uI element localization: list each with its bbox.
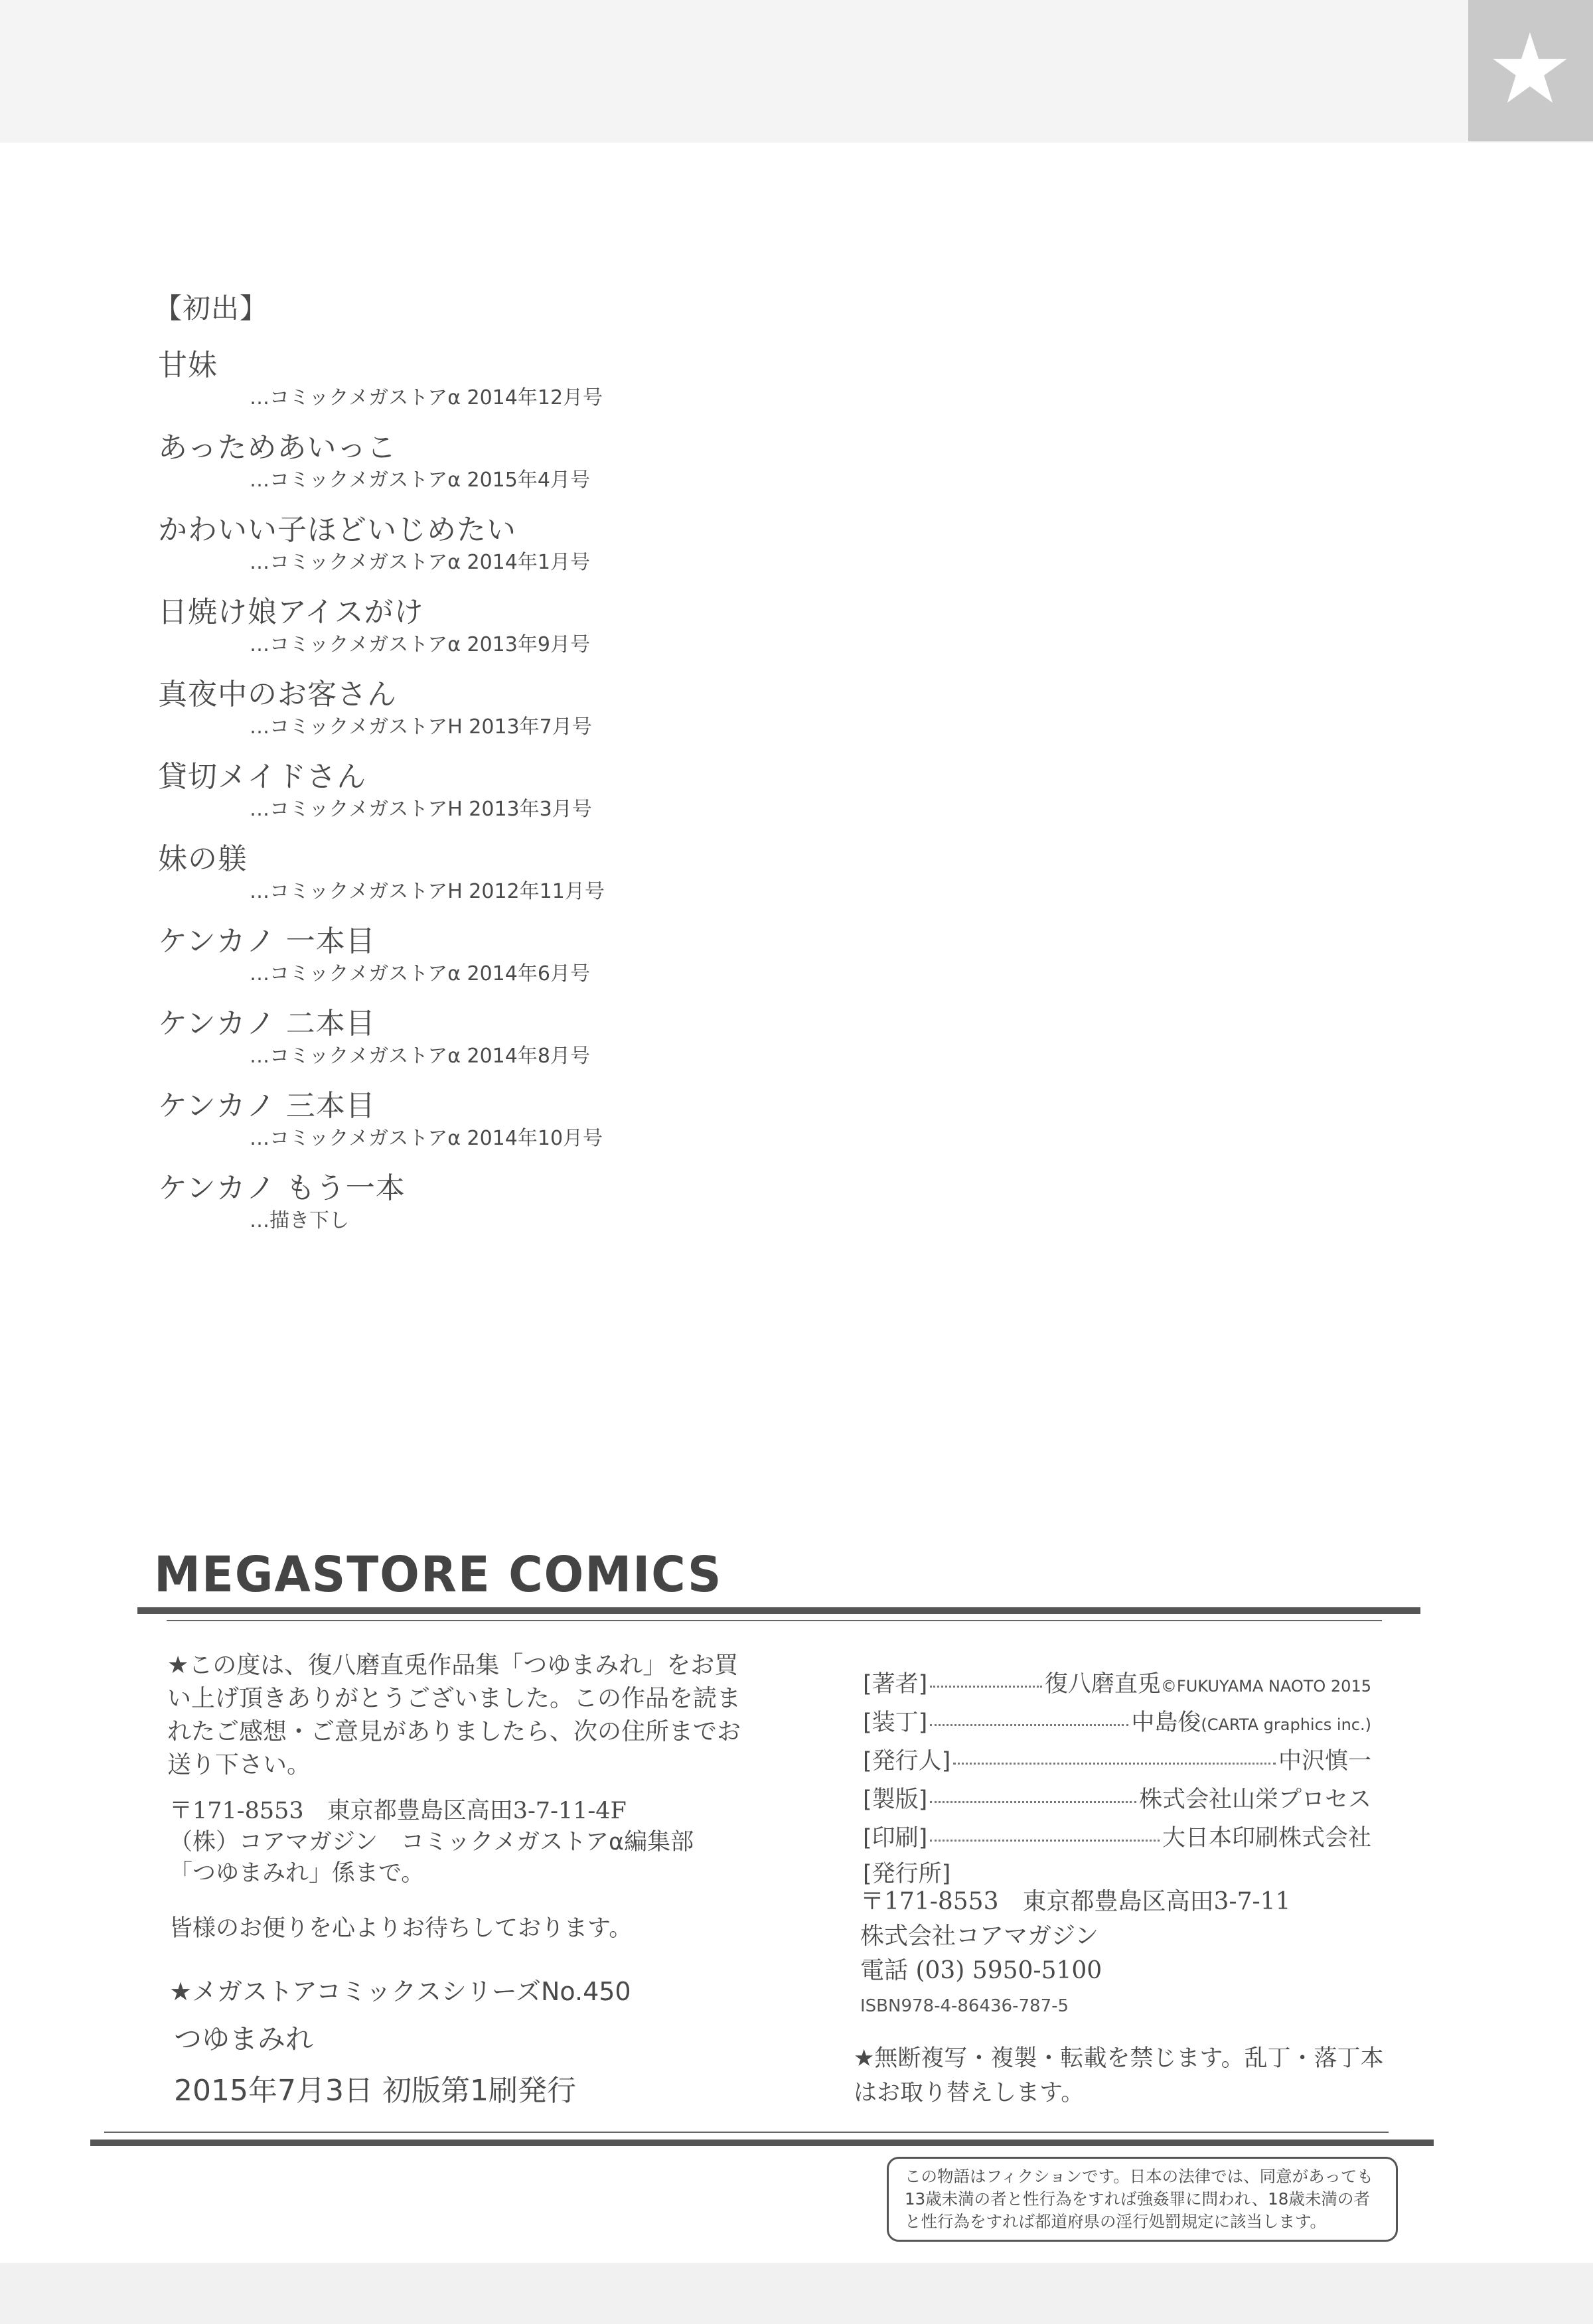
publisher-company: 株式会社コアマガジン — [860, 1923, 1099, 1950]
credit-label: [発行人] — [863, 1748, 951, 1775]
credit-note: (CARTA graphics inc.) — [1201, 1715, 1371, 1734]
credit-value: 株式会社山栄プロセス — [1138, 1786, 1371, 1813]
credit-author — [863, 1666, 1371, 1699]
credit-value: 中島俊 — [1131, 1709, 1201, 1736]
fiction-disclaimer-box — [887, 2157, 1398, 2242]
story-source: …描き下し — [250, 1209, 349, 1232]
thanks-message: ★この度は、復八磨直兎作品集「つゆまみれ」をお買い上げ頂きありがとうございました。この作品を読まれたご感想・ご意見がありましたら、次の住所までお送り下さい。 — [167, 1652, 741, 1779]
address-line: （株）コアマガジン コミックメガストアα編集部 — [169, 1829, 694, 1855]
story-title: 甘妹 — [158, 348, 218, 382]
disclaimer-line: と性行為をすれば都道府県の淫行処罰規定に該当します。 — [905, 2212, 1327, 2231]
address-line: 〒171-8553 東京都豊島区高田3-7-11-4F — [169, 1798, 627, 1824]
first-appearances-heading: 【初出】 — [154, 292, 269, 325]
story-title: ケンカノ もう一本 — [158, 1171, 406, 1205]
feedback-address — [169, 1796, 694, 1889]
divider-thin — [104, 2132, 1389, 2133]
story-source: …コミックメガストアH 2012年11月号 — [250, 880, 605, 903]
megastore-comics-logo: MEGASTORE COMICS — [154, 1546, 723, 1603]
credit-value: 中沢慎一 — [1278, 1748, 1371, 1775]
story-title: ケンカノ 三本目 — [158, 1089, 376, 1123]
leader-dots — [930, 1686, 1042, 1688]
header-band — [0, 0, 1593, 143]
publisher-phone: 電話 (03) 5950-5100 — [860, 1957, 1102, 1984]
divider-thin — [167, 1620, 1382, 1621]
corner-badge — [1468, 0, 1593, 141]
publisher-info — [860, 1885, 1290, 1988]
story-source: …コミックメガストアα 2015年4月号 — [250, 469, 590, 492]
credit-label: [装丁] — [863, 1709, 928, 1736]
story-title: 妹の躾 — [158, 842, 248, 876]
credit-printing — [863, 1820, 1371, 1853]
story-title: 貸切メイドさん — [158, 760, 367, 794]
story-title: あっためあいっこ — [158, 431, 397, 465]
disclaimer-line: 13歳未満の者と性行為をすれば強姦罪に問われ、18歳未満の者 — [905, 2189, 1370, 2209]
credit-design — [863, 1704, 1371, 1737]
publication-date: 2015年7月3日 初版第1刷発行 — [174, 2074, 576, 2108]
divider-thick — [90, 2140, 1434, 2146]
story-title: かわいい子ほどいじめたい — [158, 513, 516, 547]
story-title: 真夜中のお客さん — [158, 678, 397, 711]
leader-dots — [953, 1763, 1276, 1765]
series-number: ★メガストアコミックスシリーズNo.450 — [169, 1977, 631, 2006]
credit-publisher-person — [863, 1743, 1371, 1776]
story-source: …コミックメガストアα 2014年1月号 — [250, 551, 590, 574]
leader-dots — [930, 1840, 1160, 1842]
story-source: …コミックメガストアα 2014年6月号 — [250, 962, 590, 985]
story-title: 日焼け娘アイスがけ — [158, 595, 424, 629]
credit-platemaking — [863, 1781, 1371, 1814]
copyright-notice: ★無断複写・複製・転載を禁じます。乱丁・落丁本はお取り替えします。 — [854, 2045, 1384, 2106]
story-source: …コミックメガストアα 2014年12月号 — [250, 386, 603, 409]
story-source: …コミックメガストアα 2014年8月号 — [250, 1045, 590, 1068]
leader-dots — [930, 1801, 1136, 1803]
divider-thick — [137, 1607, 1420, 1614]
story-title: ケンカノ 一本目 — [158, 924, 376, 958]
credit-label: [印刷] — [863, 1825, 928, 1852]
story-source: …コミックメガストアH 2013年3月号 — [250, 798, 592, 821]
leader-dots — [930, 1724, 1128, 1726]
address-line: 「つゆまみれ」係まで。 — [169, 1860, 425, 1887]
story-source: …コミックメガストアH 2013年7月号 — [250, 715, 592, 739]
await-message: 皆様のお便りを心よりお待ちしております。 — [169, 1915, 633, 1942]
publisher-address: 〒171-8553 東京都豊島区高田3-7-11 — [860, 1888, 1291, 1915]
story-title: ケンカノ 二本目 — [158, 1007, 376, 1041]
disclaimer-line: この物語はフィクションです。日本の法律では、同意があっても — [905, 2167, 1373, 2186]
isbn: ISBN978-4-86436-787-5 — [860, 1996, 1069, 2016]
story-source: …コミックメガストアα 2013年9月号 — [250, 633, 590, 656]
credit-value: 復八磨直兎 — [1044, 1671, 1161, 1698]
star-icon — [1491, 29, 1569, 108]
footer-band — [0, 2263, 1593, 2324]
credit-note: ©FUKUYAMA NAOTO 2015 — [1160, 1677, 1371, 1696]
credit-value-wrap — [1131, 1704, 1371, 1737]
story-source: …コミックメガストアα 2014年10月号 — [250, 1127, 603, 1150]
credit-label: [製版] — [863, 1786, 928, 1813]
credit-value: 大日本印刷株式会社 — [1162, 1825, 1371, 1852]
book-title: つゆまみれ — [174, 2023, 314, 2055]
credit-label: [著者] — [863, 1671, 928, 1698]
credit-value-wrap — [1045, 1666, 1371, 1699]
publisher-label: [発行所] — [863, 1861, 951, 1887]
